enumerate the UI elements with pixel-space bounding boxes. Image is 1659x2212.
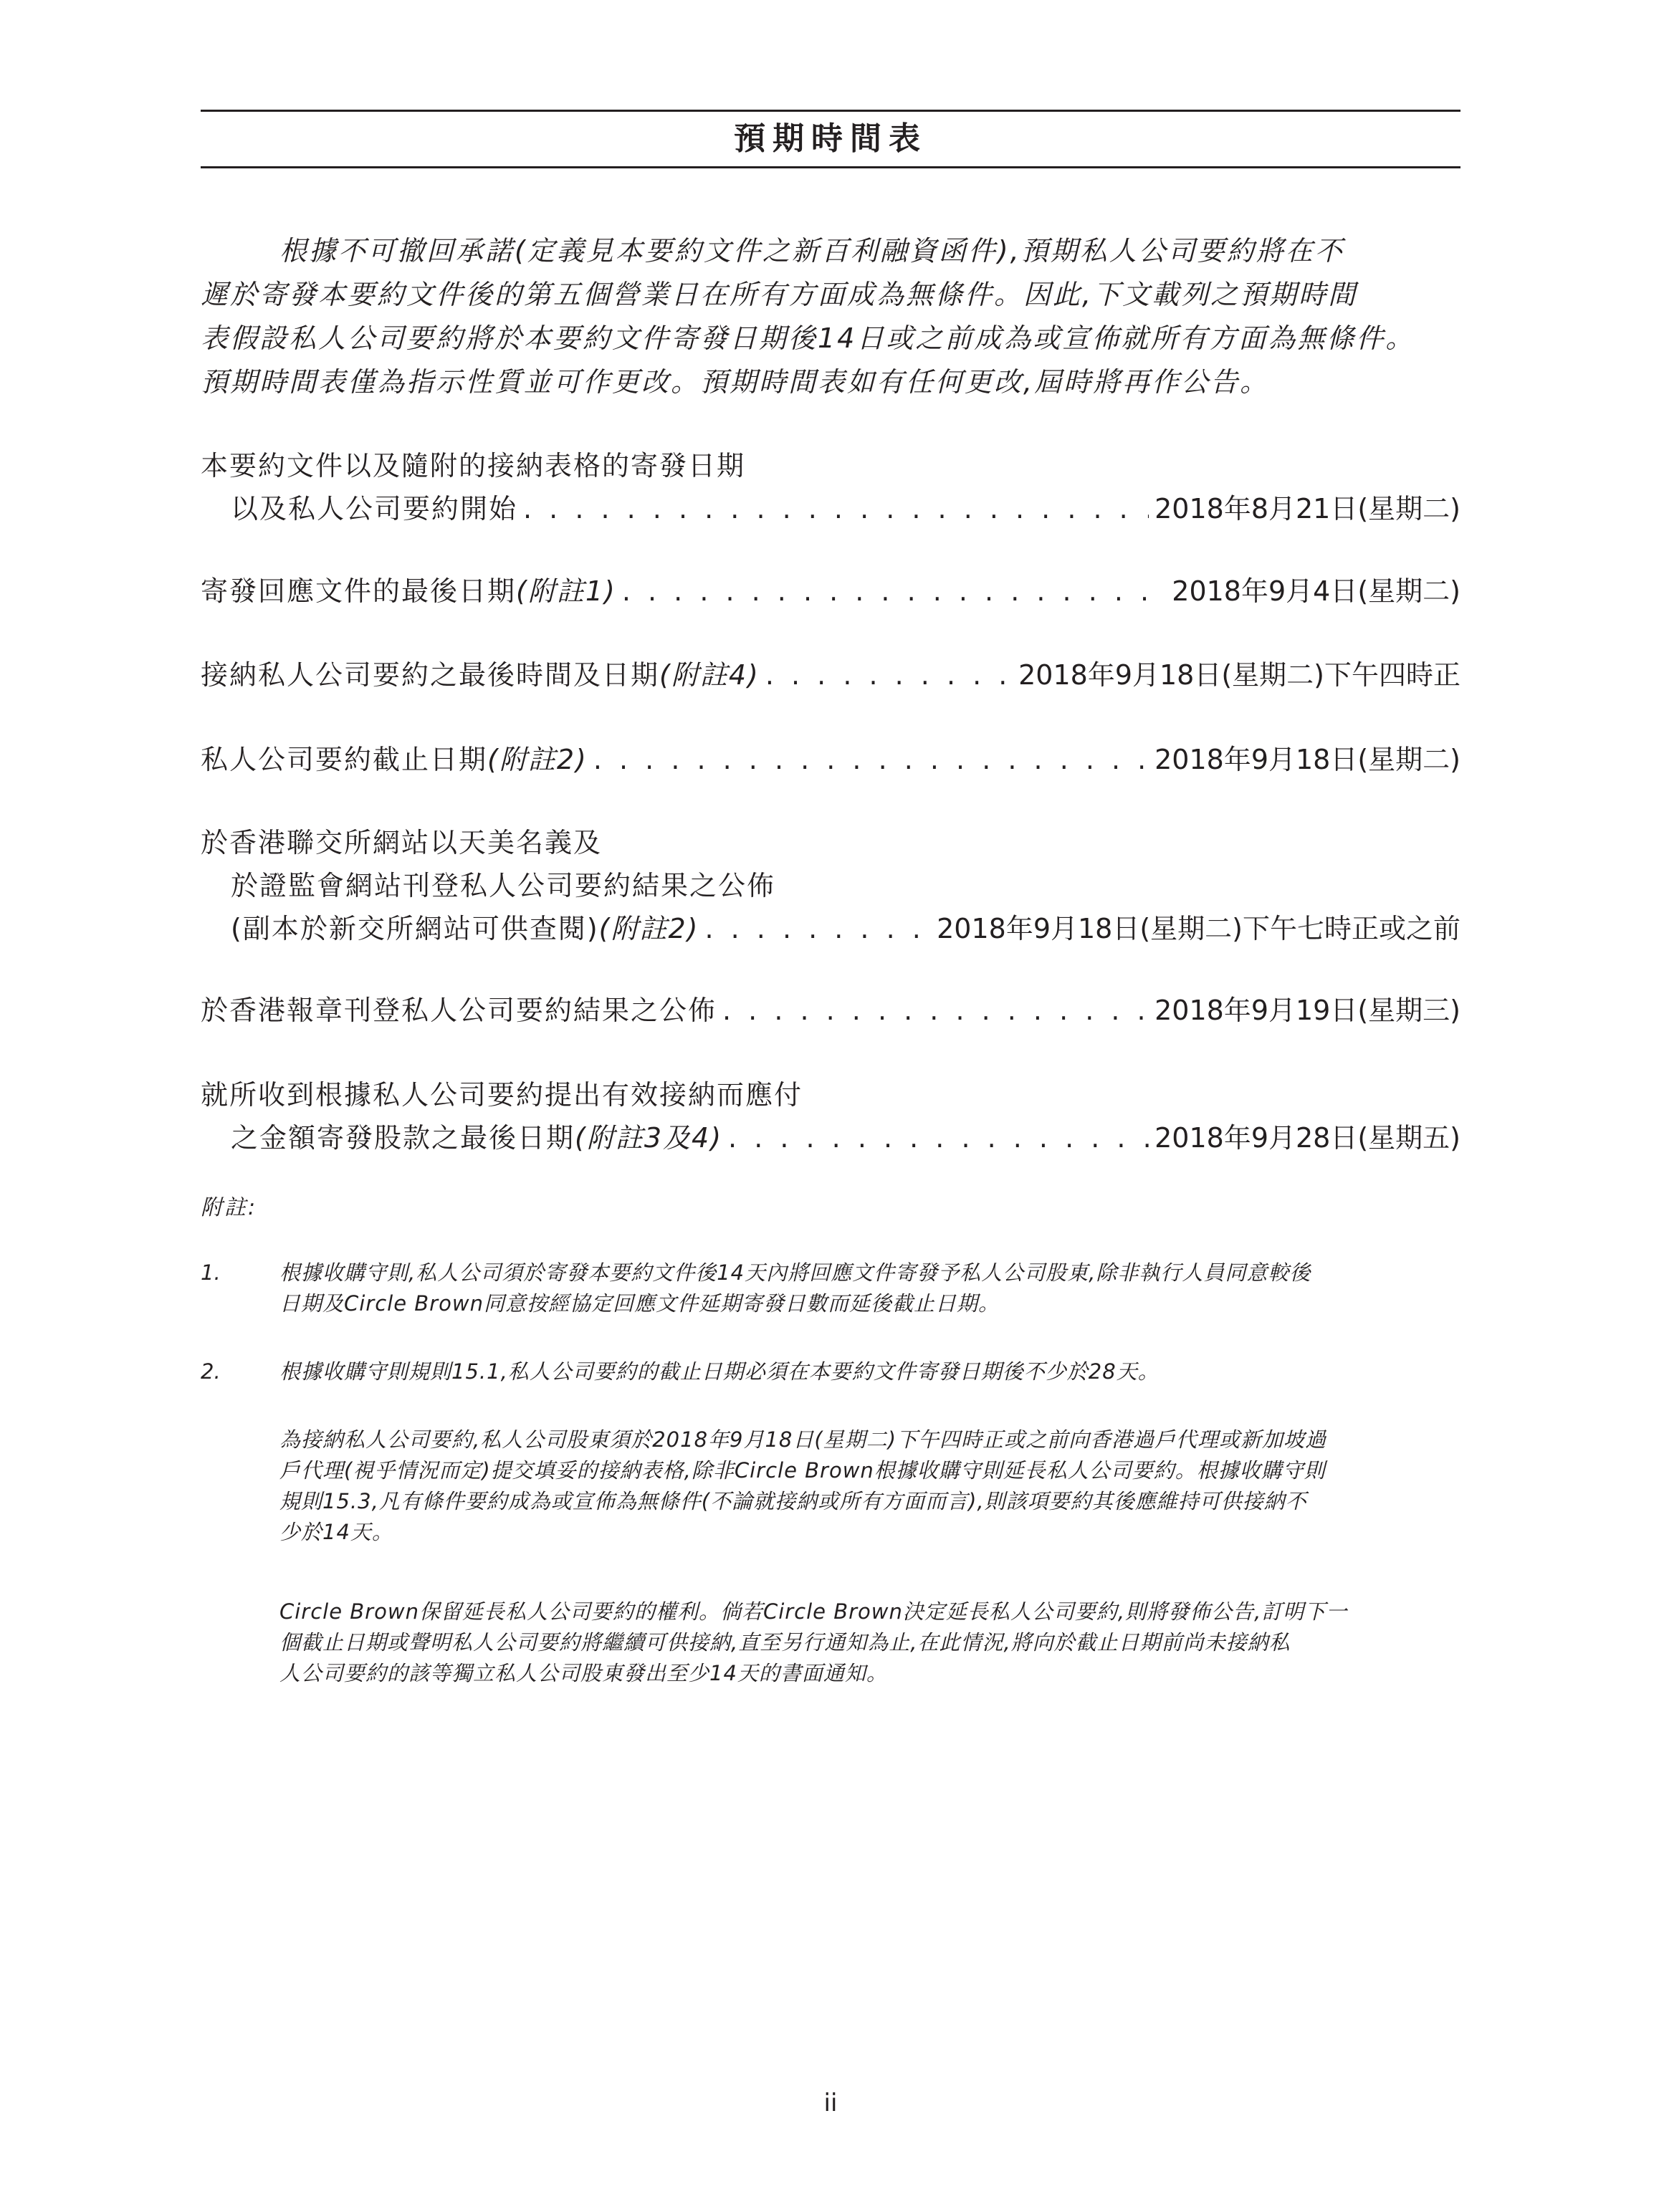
footnote-body xyxy=(279,1258,1460,1319)
item-date: 2018年9月18日(星期二) xyxy=(1154,744,1460,775)
item-note: (附註3及4) xyxy=(575,1122,723,1154)
item-label-text: (副本於新交所網站可供查閱) xyxy=(231,913,599,944)
dot-leader xyxy=(704,907,931,950)
item-label-text: 私人公司要約截止日期 xyxy=(201,744,488,775)
footnote-body xyxy=(279,1356,1460,1387)
item-label: 就所收到根據私人公司要約提出有效接納而應付 xyxy=(201,1079,803,1111)
item-note: (附註2) xyxy=(487,744,588,775)
footnote-number: 2. xyxy=(201,1359,221,1384)
dot-leader xyxy=(765,653,1013,696)
item-note: (附註4) xyxy=(659,659,760,691)
title-bottom-rule xyxy=(201,166,1460,168)
item-label: 於證監會網站刊登私人公司要約結果之公佈 xyxy=(231,870,776,901)
footnote-line: 戶代理(視乎情況而定)提交填妥的接納表格,除非Circle Brown根據收購守則延長私人公司要約。根據收購守則 xyxy=(279,1458,1326,1483)
intro-line: 根據不可撤回承諾(定義見本要約文件之新百利融資函件),預期私人公司要約將在不 xyxy=(279,235,1344,267)
footnote-line: 為接納私人公司要約,私人公司股東須於2018年9月18日(星期二)下午四時正或之前向香港過戶代理或新加坡過 xyxy=(279,1427,1327,1452)
intro-paragraph xyxy=(201,229,1460,404)
item-label: 本要約文件以及隨附的接納表格的寄發日期 xyxy=(201,450,746,482)
footnote-body xyxy=(279,1596,1460,1689)
item-label xyxy=(201,653,760,696)
item-label: 以及私人公司要約開始 xyxy=(231,493,518,525)
dot-leader xyxy=(722,989,1149,1032)
dot-leader xyxy=(622,570,1166,613)
timetable-item-results-announcement-web xyxy=(201,821,1460,950)
footnote-number: 1. xyxy=(201,1260,221,1285)
page-title: 預期時間表 xyxy=(734,120,927,157)
title-top-rule xyxy=(201,110,1460,112)
item-label-text: 寄發回應文件的最後日期 xyxy=(201,575,517,607)
item-note: (附註2) xyxy=(598,913,699,944)
item-label xyxy=(201,570,616,613)
item-date: 2018年9月19日(星期三) xyxy=(1154,995,1460,1026)
item-date: 2018年9月28日(星期五) xyxy=(1154,1122,1460,1154)
footnote-line: 根據收購守則,私人公司須於寄發本要約文件後14天內將回應文件寄發予私人公司股東,除非執行人員同意較後 xyxy=(279,1260,1311,1285)
notes-heading: 附註: xyxy=(201,1195,258,1220)
footnote-line: 根據收購守則規則15.1,私人公司要約的截止日期必須在本要約文件寄發日期後不少於28天。 xyxy=(279,1359,1160,1384)
footnote-line: 個截止日期或聲明私人公司要約將繼續可供接納,直至另行通知為止,在此情況,將向於截止日期前尚未接納私 xyxy=(279,1630,1291,1655)
footnote-line: 少於14天。 xyxy=(279,1520,393,1544)
item-date: 2018年9月4日(星期二) xyxy=(1172,575,1460,607)
intro-line: 表假設私人公司要約將於本要約文件寄發日期後14日或之前成為或宣佈就所有方面為無條件。 xyxy=(201,322,1415,354)
item-label: 於香港報章刊登私人公司要約結果之公佈 xyxy=(201,995,717,1026)
item-row xyxy=(201,1116,1460,1159)
item-note: (附註1) xyxy=(516,575,616,607)
page-number: ii xyxy=(823,2089,838,2117)
item-label xyxy=(231,1116,722,1159)
item-row xyxy=(201,653,1460,696)
item-label: 於香港聯交所網站以天美名義及 xyxy=(201,827,603,858)
footnote-line: 人公司要約的該等獨立私人公司股東發出至少14天的書面通知。 xyxy=(279,1661,888,1685)
document-page xyxy=(201,0,1460,2212)
item-date: 2018年9月18日(星期二)下午四時正 xyxy=(1018,659,1460,691)
intro-line: 遲於寄發本要約文件後的第五個營業日在所有方面成為無條件。因此,下文載列之預期時間 xyxy=(201,279,1358,310)
item-row xyxy=(201,738,1460,781)
footnote-line: 規則15.3,凡有條件要約成為或宣佈為無條件(不論就接納或所有方面而言),則該項要約其後應維持可供接納不 xyxy=(279,1489,1307,1513)
footnote-body xyxy=(279,1425,1460,1548)
item-row xyxy=(201,907,1460,950)
timetable-item-dispatch xyxy=(201,444,1460,530)
dot-leader xyxy=(593,738,1149,781)
timetable-item-results-announcement-newspaper xyxy=(201,989,1460,1032)
intro-line: 預期時間表僅為指示性質並可作更改。預期時間表如有任何更改,屆時將再作公告。 xyxy=(201,366,1270,398)
timetable-item-response-document xyxy=(201,570,1460,613)
dot-leader xyxy=(728,1116,1149,1159)
footnote-line: Circle Brown保留延長私人公司要約的權利。倘若Circle Brown決定延長私人公司要約,則將發佈公告,訂明下一 xyxy=(279,1599,1348,1624)
item-date: 2018年9月18日(星期二)下午七時正或之前 xyxy=(937,913,1460,944)
item-date: 2018年8月21日(星期二) xyxy=(1154,493,1460,525)
item-label-text: 接納私人公司要約之最後時間及日期 xyxy=(201,659,660,691)
dot-leader xyxy=(523,487,1149,530)
item-row xyxy=(201,989,1460,1032)
timetable-item-remittance xyxy=(201,1073,1460,1159)
timetable-item-closing-date xyxy=(201,738,1460,781)
item-label-text: 之金額寄發股款之最後日期 xyxy=(231,1122,575,1154)
item-label xyxy=(201,738,588,781)
item-row xyxy=(201,487,1460,530)
item-row xyxy=(201,570,1460,613)
footnote-line: 日期及Circle Brown同意按經協定回應文件延期寄發日數而延後截止日期。 xyxy=(279,1291,1000,1316)
item-label xyxy=(231,907,699,950)
timetable-item-latest-acceptance xyxy=(201,653,1460,696)
